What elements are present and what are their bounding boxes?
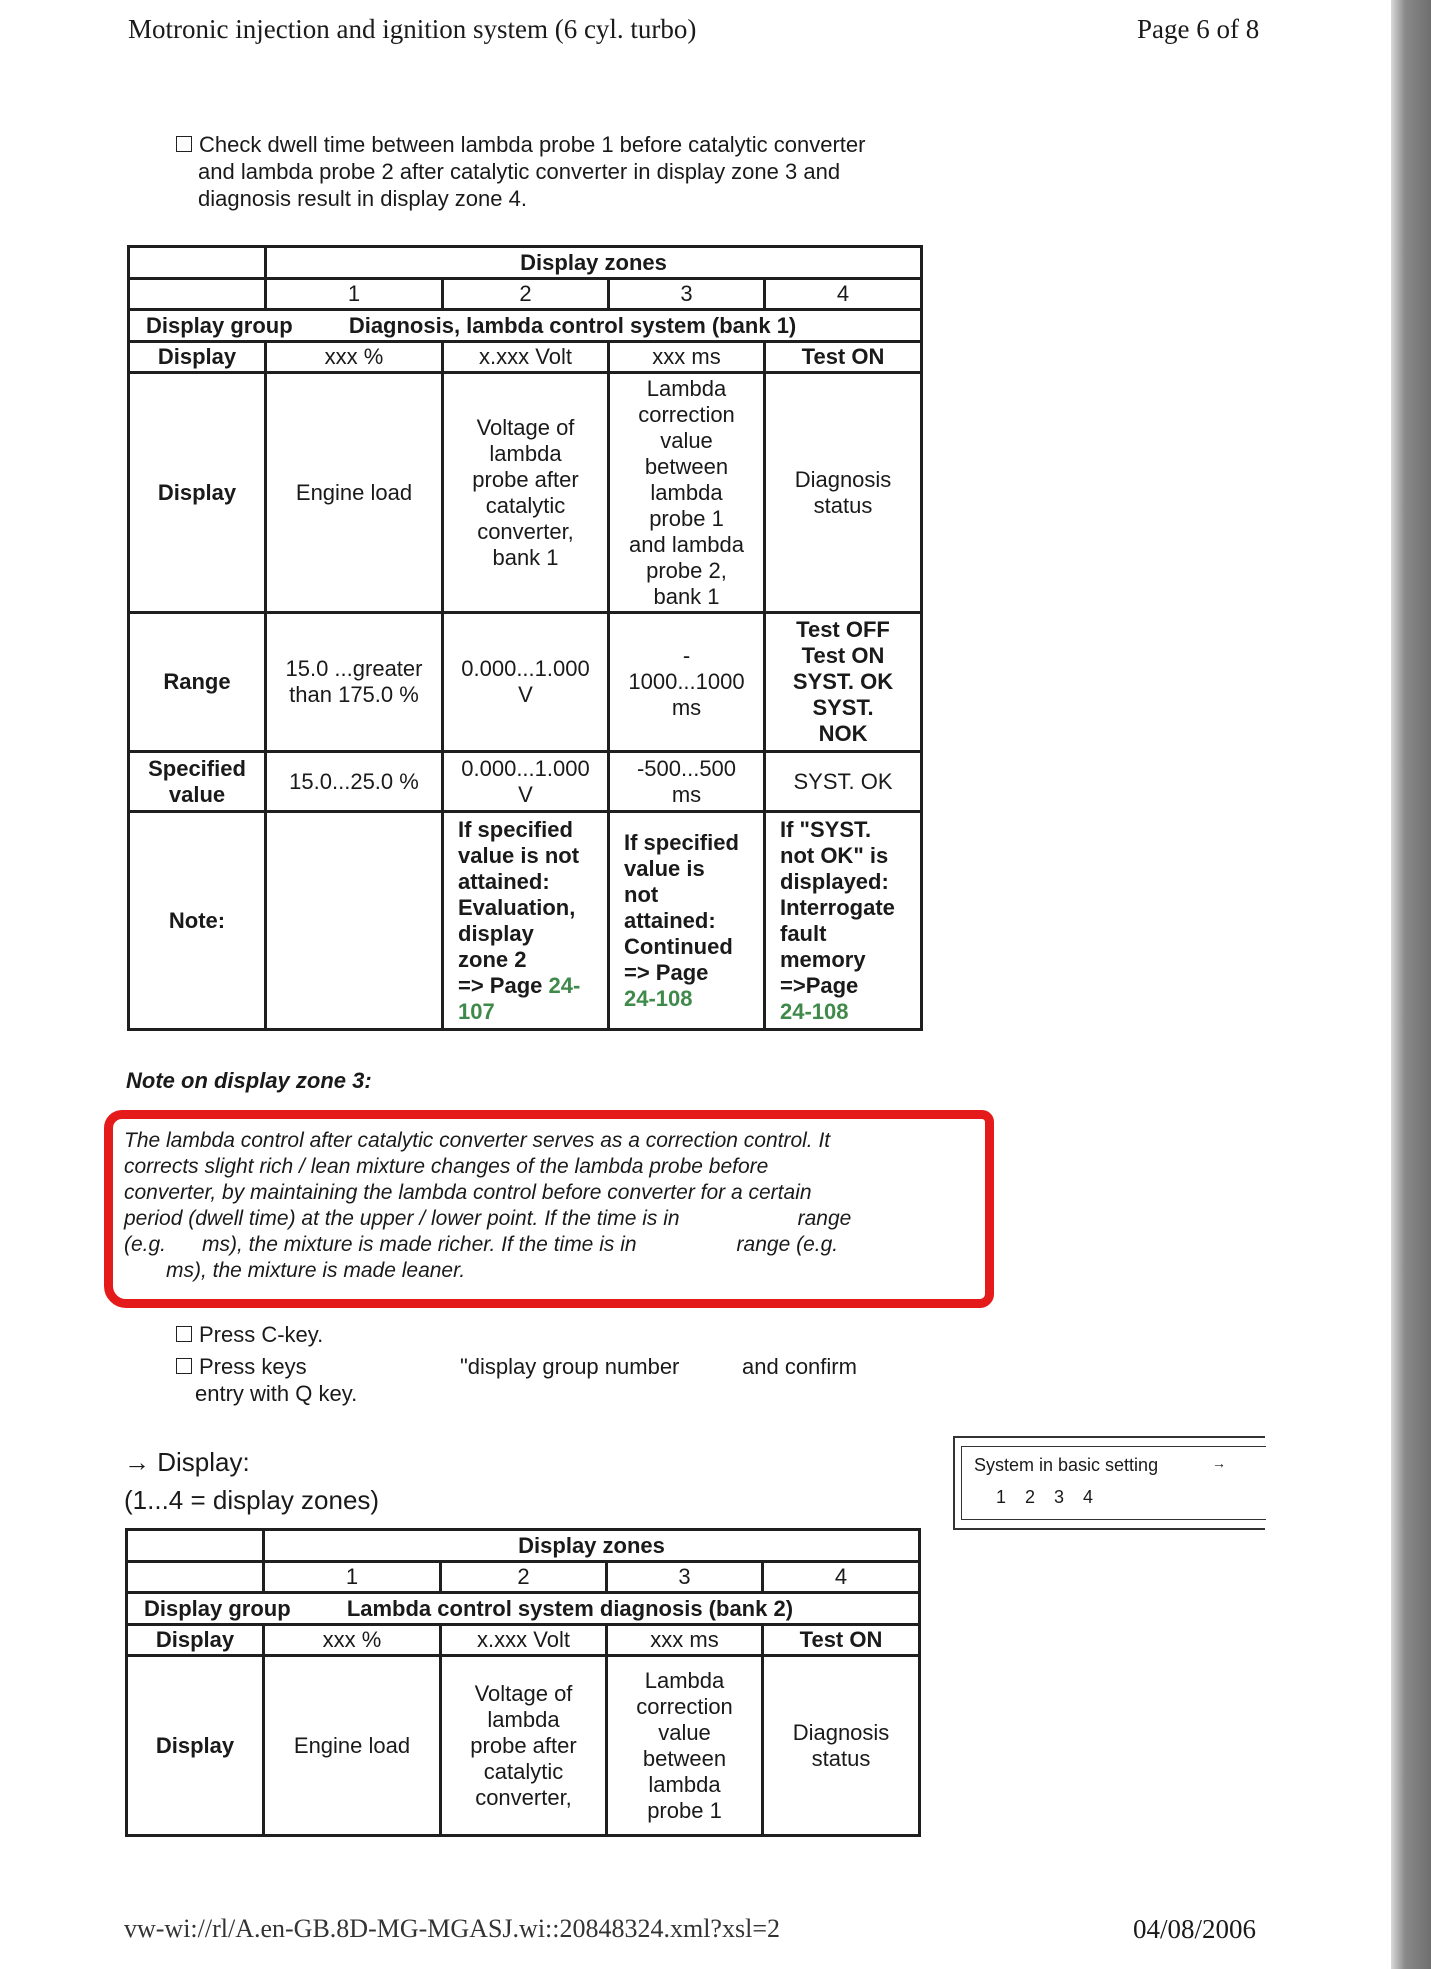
empty-cell (129, 279, 266, 310)
intro-line: Check dwell time between lambda probe 1 before catalytic converter (199, 132, 866, 157)
note-cell: If specified value is not attained: Continued => Page 24-108 (609, 812, 765, 1030)
display-group-label: Display group (146, 312, 293, 338)
spec-cell: 0.000...1.000 V (443, 752, 609, 812)
zones-title: Display zones (264, 1530, 920, 1562)
zone-number: 2 (443, 279, 609, 310)
description-cell: Engine load (264, 1656, 441, 1836)
step-press-c (176, 1321, 323, 1348)
scan-edge (1391, 0, 1431, 1969)
description-cell: Voltage of lambda probe after catalytic converter, bank 1 (443, 373, 609, 613)
display-group-title: Diagnosis, lambda control system (bank 1) (348, 312, 797, 338)
checkbox-icon (176, 1358, 192, 1374)
description-cell: Voltage of lambda probe after catalytic converter, (441, 1656, 607, 1836)
checkbox-icon (176, 136, 192, 152)
basic-setting-title: System in basic setting (974, 1455, 1159, 1475)
empty-cell (129, 247, 266, 279)
zone-number: 3 (609, 279, 765, 310)
note-text: The lambda control after catalytic converter serves as a correction control. It corrects slight rich / lean mixture changes of the lambda probe before converter, by maintaining the lambda control before converter for a certain period (dwell time) at the upper / lower point. If the time is in range (e.g. ms), the mixture is made richer. If the time is in range (e.g. ms), the mixture is made leaner. (124, 1129, 852, 1282)
zones-title: Display zones (266, 247, 922, 279)
range-cell: Test OFF Test ON SYST. OK SYST. NOK (765, 613, 922, 752)
note-cell: If "SYST. not OK" is displayed: Interrogate fault memory =>Page 24-108 (765, 812, 922, 1030)
step-text: Press keys (199, 1354, 307, 1379)
empty-cell (266, 812, 443, 1030)
display-value: xxx % (264, 1625, 441, 1656)
step-press-keys (176, 1353, 916, 1407)
spec-cell: -500...500 ms (609, 752, 765, 812)
spec-cell: SYST. OK (765, 752, 922, 812)
zone-number: 3 (607, 1562, 763, 1593)
range-cell: - 1000...1000 ms (609, 613, 765, 752)
page-number: Page 6 of 8 (1137, 14, 1260, 44)
zone-number: 4 (763, 1562, 920, 1593)
range-cell: 0.000...1.000 V (443, 613, 609, 752)
range-cell: 15.0 ...greater than 175.0 % (266, 613, 443, 752)
basic-setting-box (953, 1436, 1265, 1530)
row-label: Display (127, 1656, 264, 1836)
row-label: Range (129, 613, 266, 752)
page-link[interactable]: 24-108 (624, 985, 693, 1011)
display-group-label: Display group (144, 1595, 291, 1621)
row-label: Note: (129, 812, 266, 1030)
display-value: x.xxx Volt (443, 342, 609, 373)
display-value: x.xxx Volt (441, 1625, 607, 1656)
display-zones-table-bank2 (125, 1528, 921, 1837)
display-group-title: Lambda control system diagnosis (bank 2) (346, 1595, 794, 1621)
description-cell: Lambda correction value between lambda probe 1 (607, 1656, 763, 1836)
note-heading: Note on display zone 3: (126, 1068, 372, 1093)
spec-cell: 15.0...25.0 % (266, 752, 443, 812)
display-value: xxx % (266, 342, 443, 373)
description-cell: Diagnosis status (763, 1656, 920, 1836)
step-text: and confirm (742, 1354, 857, 1379)
display-value: Test ON (765, 342, 922, 373)
page-link[interactable]: 24- (548, 972, 581, 998)
display-group-row (129, 310, 922, 342)
basic-setting-zones: 1 2 3 4 (996, 1487, 1094, 1507)
zone-number: 2 (441, 1562, 607, 1593)
page-link[interactable]: 107 (458, 998, 495, 1024)
empty-cell (127, 1530, 264, 1562)
basic-setting-inner (961, 1446, 1266, 1520)
intro-line: diagnosis result in display zone 4. (198, 186, 527, 211)
header-title: Motronic injection and ignition system (6 cyl. turbo) (128, 14, 697, 44)
display-zones-table-bank1 (127, 245, 923, 1031)
display-value: xxx ms (607, 1625, 763, 1656)
intro-step (176, 131, 865, 212)
checkbox-icon (176, 1326, 192, 1342)
display-value: xxx ms (609, 342, 765, 373)
footer-url: vw-wi://rl/A.en-GB.8D-MG-MGASJ.wi::20848324.xml?xsl=2 (124, 1914, 780, 1943)
description-cell: Diagnosis status (765, 373, 922, 613)
row-label: Display (127, 1625, 264, 1656)
step-text: entry with Q key. (195, 1381, 358, 1406)
zone-number: 1 (264, 1562, 441, 1593)
note-cell: If specified value is not attained: Evaluation, display zone 2 => Page 24- 107 (443, 812, 609, 1030)
display-value: Test ON (763, 1625, 920, 1656)
zone-number: 4 (765, 279, 922, 310)
step-text: Press C-key. (199, 1322, 324, 1347)
empty-cell (127, 1562, 264, 1593)
step-text: "display group number (460, 1354, 680, 1379)
display-label: → Display: (1...4 = display zones) (124, 1447, 380, 1515)
footer-date: 04/08/2006 (1133, 1914, 1257, 1944)
page-link[interactable]: 24-108 (780, 998, 849, 1024)
row-label: Display (129, 373, 266, 613)
row-label: Specified value (129, 752, 266, 812)
description-cell: Lambda correction value between lambda probe 1 and lambda probe 2, bank 1 (609, 373, 765, 613)
description-cell: Engine load (266, 373, 443, 613)
arrow-icon: → (1212, 1455, 1226, 1471)
intro-line: and lambda probe 2 after catalytic converter in display zone 3 and (198, 159, 841, 184)
row-label: Display (129, 342, 266, 373)
display-group-row (127, 1593, 920, 1625)
zone-number: 1 (266, 279, 443, 310)
